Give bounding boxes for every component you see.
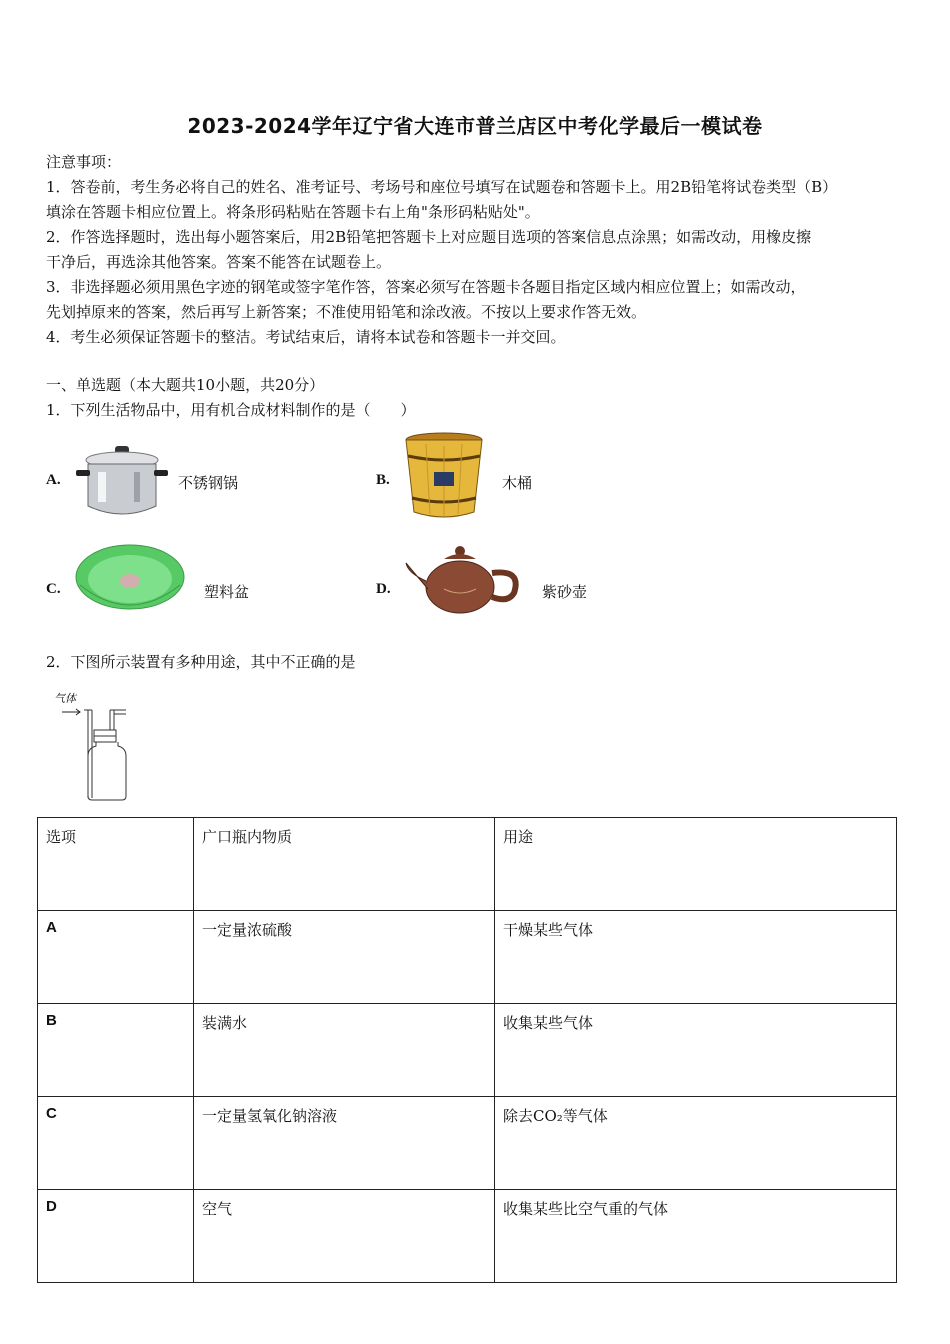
table-cell: 干燥某些气体 (495, 911, 897, 1004)
table-cell: D (38, 1190, 194, 1283)
option-text: 紫砂壶 (542, 583, 588, 601)
question-2-stem: 2．下图所示装置有多种用途，其中不正确的是 (46, 653, 356, 671)
header-cell: 用途 (495, 818, 897, 911)
notice-line: 1．答卷前，考生务必将自己的姓名、准考证号、考场号和座位号填写在试题卷和答题卡上。用2B铅笔将试卷类型（B） (46, 178, 838, 196)
notice-line: 2．作答选择题时，选出每小题答案后，用2B铅笔把答题卡上对应题目选项的答案信息点涂黑；如需改动，用橡皮擦 (46, 228, 812, 246)
option-letter: C. (46, 581, 61, 597)
option-text: 木桶 (502, 474, 533, 492)
steel-pot-icon (74, 444, 170, 526)
gas-label: 气体 (54, 692, 76, 705)
notice-line: 干净后，再选涂其他答案。答案不能答在试题卷上。 (46, 253, 392, 271)
notice-line: 先划掉原来的答案，然后再写上新答案；不准使用铅笔和涂改液。不按以上要求作答无效。 (46, 303, 647, 321)
option-letter: B. (376, 472, 390, 488)
notice-block (46, 150, 916, 350)
clay-teapot-icon (404, 545, 524, 619)
option-letter: A. (46, 472, 61, 488)
table-cell: 收集某些比空气重的气体 (495, 1190, 897, 1283)
table-cell: A (38, 911, 194, 1004)
table-row (38, 911, 897, 1004)
notice-line: 4．考生必须保证答题卡的整洁。考试结束后，请将本试卷和答题卡一并交回。 (46, 328, 566, 346)
table-row (38, 1190, 897, 1283)
header-cell: 广口瓶内物质 (194, 818, 495, 911)
gas-bottle-figure (50, 690, 140, 805)
option-text: 塑料盆 (204, 583, 250, 601)
wooden-bucket-icon (402, 432, 486, 520)
table-cell: 一定量浓硫酸 (194, 911, 495, 1004)
table-row (38, 1097, 897, 1190)
option-c[interactable] (46, 543, 306, 623)
notice-line: 填涂在答题卡相应位置上。将条形码粘贴在答题卡右上角"条形码粘贴处"。 (46, 203, 540, 221)
option-d[interactable] (376, 545, 636, 623)
table-header-row (38, 818, 897, 911)
table-cell: 一定量氢氧化钠溶液 (194, 1097, 495, 1190)
option-a[interactable] (46, 440, 306, 525)
header-cell: 选项 (38, 818, 194, 911)
table-cell: 装满水 (194, 1004, 495, 1097)
plastic-basin-icon (74, 543, 186, 619)
gas-washing-bottle-icon (50, 690, 140, 805)
notice-heading: 注意事项： (46, 153, 122, 171)
answer-table (37, 817, 897, 1283)
section-heading: 一、单选题（本大题共10小题，共20分） (46, 376, 325, 394)
question-1-stem: 1．下列生活物品中，用有机合成材料制作的是（ ） (46, 401, 416, 419)
option-letter: D. (376, 581, 391, 597)
page-title: 2023-2024学年辽宁省大连市普兰店区中考化学最后一模试卷 (187, 114, 763, 138)
notice-line: 3．非选择题必须用黑色字迹的钢笔或签字笔作答，答案必须写在答题卡各题目指定区域内相应位置上；如需改动， (46, 278, 806, 296)
option-b[interactable] (376, 432, 636, 522)
table-cell: 收集某些气体 (495, 1004, 897, 1097)
table-cell: C (38, 1097, 194, 1190)
table-cell: 除去CO₂等气体 (495, 1097, 897, 1190)
table-cell: B (38, 1004, 194, 1097)
option-text: 不锈钢锅 (178, 474, 239, 492)
table-cell: 空气 (194, 1190, 495, 1283)
table-row (38, 1004, 897, 1097)
